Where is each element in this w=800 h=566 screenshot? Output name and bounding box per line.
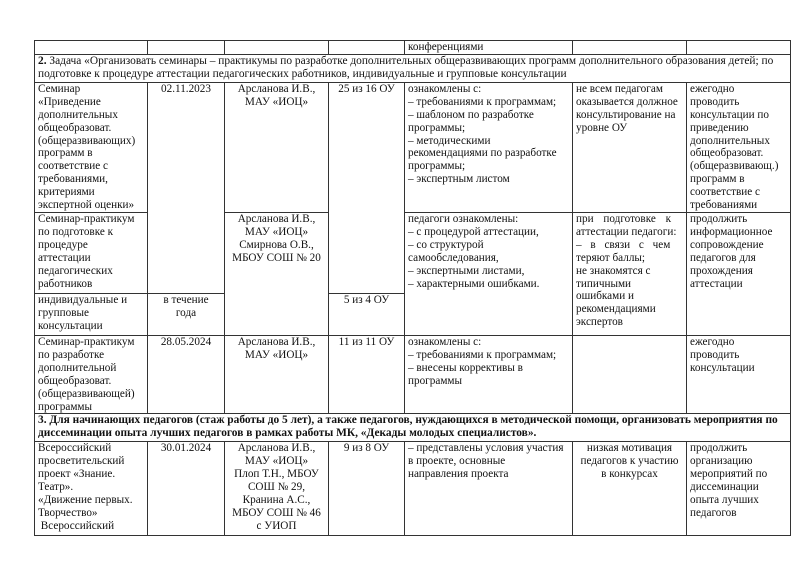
text-line: педагогов [690, 506, 737, 519]
text-line: 3. Для начинающих педагогов (стаж работы до 5 лет), а также педагогов, нуждающихся в методической помощи, организовать мероприятия по диссеминации опыта лучших педагогов в рамках работы МК, «Декады молодых специалистов». [38, 414, 778, 440]
cell-empty [35, 41, 148, 55]
text-line: просветительский [38, 455, 125, 468]
text-line: индивидуальные и [38, 293, 128, 306]
cell-date [148, 442, 225, 536]
text-line: Семинар-практикум [38, 212, 135, 225]
text-line: Кранина А.С., [242, 494, 311, 507]
activity-report-table [34, 40, 791, 536]
text-line: Задача «Организовать семинары – практикумы по разработке дополнительных общеразвивающих программ дополнительного образования детей; по подготовке к процедуре аттестации педагогических работников, индивидуальные и групповые консультации [38, 54, 774, 80]
text-line: дополнительной [38, 361, 117, 374]
text-line: по разработке [38, 348, 105, 361]
text-line: программы [38, 400, 92, 413]
text-line: работников [38, 277, 93, 290]
cell-results [405, 41, 573, 55]
text-line: опыта лучших [690, 494, 759, 507]
text-line: программ в [690, 173, 745, 186]
text-line: МБОУ СОШ № 46 [232, 506, 321, 519]
text-line: 5 из 4 ОУ [343, 293, 390, 306]
table-row [35, 442, 791, 536]
text-line: критериями [38, 186, 95, 199]
text-line: прохождения [690, 264, 753, 277]
text-line: в конкурсах [601, 468, 658, 481]
cell-problems [573, 82, 687, 212]
text-line: (общеразвивающей) [38, 387, 135, 400]
text-line: Семинар [38, 82, 81, 95]
text-line: рекомендациями по разработке [408, 147, 557, 160]
cell-event [35, 293, 148, 335]
text-line: не всем педагогам [576, 82, 663, 95]
cell-empty [687, 41, 791, 55]
text-line: Арсланова И.В., [237, 212, 316, 225]
text-line: МАУ «ИОЦ» [244, 455, 309, 468]
cell-empty [225, 41, 329, 55]
text-line: консультации [38, 319, 103, 332]
cell-actions [687, 82, 791, 212]
table-row [35, 82, 791, 212]
text-line: требованиями, [38, 173, 108, 186]
text-line: – экспертными листами, [408, 264, 525, 277]
text-line: Всероссийский [38, 442, 112, 455]
text-line: педагогических [38, 264, 113, 277]
text-line: организацию [690, 455, 753, 468]
text-line: конференциями [408, 41, 484, 53]
text-line: 9 из 8 ОУ [343, 442, 390, 455]
text-line: – характерными ошибками. [408, 277, 540, 290]
cell-results [405, 82, 573, 212]
text-line: (общеразвивающих) [38, 134, 136, 147]
cell-problems [573, 335, 687, 413]
text-line: Семинар-практикум [38, 335, 135, 348]
text-line: – методическими [408, 134, 491, 147]
text-line: 11 из 11 ОУ [338, 335, 395, 348]
text-line: «Приведение [38, 95, 101, 108]
text-line: СОШ № 29, [247, 481, 306, 494]
text-line: общеобразоват. [690, 147, 764, 160]
text-line: диссеминации [690, 481, 759, 494]
text-line: программы [408, 374, 462, 387]
cell-empty [148, 41, 225, 55]
cell-event [35, 82, 148, 212]
text-line: – требованиями к программам; [408, 348, 557, 361]
text-line: «Движение первых. [38, 494, 133, 507]
text-line: соответствие с [690, 186, 760, 199]
cell-participants [329, 82, 405, 293]
text-line: Плоп Т.Н., МБОУ [234, 468, 319, 481]
text-line: соответствие с [38, 160, 108, 173]
text-line: рекомендациями [576, 303, 656, 316]
cell-participants [329, 293, 405, 335]
text-line: дополнительных [38, 108, 118, 121]
text-line: (общеразвивающ.) [690, 160, 779, 173]
text-line: теряют баллы; [576, 251, 646, 264]
cell-organizer [225, 212, 329, 335]
text-line: года [175, 306, 197, 319]
text-line: консультации по [690, 108, 769, 121]
text-line: мероприятий по [690, 468, 768, 481]
text-line: типичными [576, 277, 632, 290]
cell-organizer [225, 335, 329, 413]
text-line: оказывается должное [576, 95, 678, 108]
text-line: – с процедурой аттестации, [408, 225, 539, 238]
text-line: – со структурой [408, 238, 484, 251]
table-row-continuation [35, 41, 791, 55]
cell-date [148, 335, 225, 413]
table-row [35, 335, 791, 413]
text-line: групповые [38, 306, 89, 319]
text-line: в проекте, основные [408, 455, 506, 468]
cell-empty [329, 41, 405, 55]
text-line: экспертной оценки» [38, 199, 135, 212]
task-2-header [35, 54, 791, 82]
text-line: в течение [163, 293, 209, 306]
text-line: продолжить [690, 442, 748, 455]
text-line: с УИОП [256, 519, 297, 532]
cell-event [35, 442, 148, 536]
text-line: педагогов к участию [580, 455, 679, 468]
cell-date [148, 82, 225, 293]
cell-results [405, 335, 573, 413]
text-line: процедуре [38, 238, 88, 251]
cell-date [148, 293, 225, 335]
cell-problems [573, 212, 687, 335]
text-line: проект «Знание. [38, 468, 116, 481]
text-line: низкая мотивация [586, 442, 673, 455]
text-line: аттестации [690, 277, 743, 290]
text-line: ежегодно [690, 335, 735, 348]
text-line: при подготовке к [576, 212, 672, 225]
text-line: – внесены коррективы в [408, 361, 523, 374]
text-line: программы; [408, 121, 466, 134]
text-line: консультации [690, 361, 755, 374]
text-line: программ в [38, 147, 93, 160]
text-line: ознакомлены с: [408, 335, 482, 348]
cell-actions [687, 442, 791, 536]
task-3-header [35, 414, 791, 442]
text-line: требованиями [690, 199, 758, 212]
text-line: Творчество» [38, 506, 98, 519]
text-line: 28.05.2024 [160, 335, 212, 348]
text-line: Всероссийский [38, 519, 115, 532]
cell-participants [329, 335, 405, 413]
text-line: – шаблоном по разработке [408, 108, 534, 121]
text-line: аттестации [38, 251, 91, 264]
text-line: Смирнова О.В., [239, 238, 314, 251]
text-line: самообследования, [408, 251, 499, 264]
text-line: 30.01.2024 [160, 442, 212, 455]
text-line: – представлены условия участия [408, 442, 564, 455]
text-line: ежегодно [690, 82, 735, 95]
text-line: ошибками и [576, 290, 634, 303]
text-line: информационное [690, 225, 773, 238]
text-line: 25 из 16 ОУ [338, 82, 395, 95]
text-line: педагогов для [690, 251, 756, 264]
text-line: не знакомятся с [576, 264, 651, 277]
cell-problems [573, 442, 687, 536]
text-line: программы; [408, 160, 466, 173]
text-line: МАУ «ИОЦ» [244, 95, 309, 108]
text-line: продолжить [690, 212, 748, 225]
text-line: консультирование на [576, 108, 676, 121]
cell-empty [573, 41, 687, 55]
cell-actions [687, 212, 791, 335]
text-line: сопровождение [690, 238, 764, 251]
task-header-row [35, 414, 791, 442]
text-line: 2. [38, 54, 47, 67]
text-line: общеобразоват. [38, 374, 112, 387]
text-line: 02.11.2023 [161, 82, 211, 95]
text-line: Арсланова И.В., [237, 442, 316, 455]
cell-results [405, 212, 573, 335]
text-line: Арсланова И.В., [237, 82, 316, 95]
text-line: – экспертным листом [408, 173, 510, 186]
text-line: МАУ «ИОЦ» [244, 348, 309, 361]
cell-organizer [225, 82, 329, 212]
text-line: ознакомлены с: [408, 82, 482, 95]
task-header-row [35, 54, 791, 82]
text-line: по подготовке к [38, 225, 114, 238]
text-line: дополнительных [690, 134, 770, 147]
cell-actions [687, 335, 791, 413]
cell-participants [329, 442, 405, 536]
text-line: экспертов [576, 316, 623, 329]
cell-event [35, 212, 148, 293]
text-line: Арсланова И.В., [237, 335, 316, 348]
text-line: – в связи с чем [576, 238, 671, 251]
text-line: направления проекта [408, 468, 509, 481]
text-line: проводить [690, 95, 740, 108]
cell-organizer [225, 442, 329, 536]
cell-results [405, 442, 573, 536]
text-line: – требованиями к программам; [408, 95, 557, 108]
text-line: аттестации педагоги: [576, 225, 677, 238]
text-line: общеобразоват. [38, 121, 112, 134]
text-line: МБОУ СОШ № 20 [232, 251, 321, 264]
text-line: Театр». [38, 481, 74, 494]
text-line: педагоги ознакомлены: [408, 212, 519, 225]
text-line: уровне ОУ [576, 121, 628, 134]
text-line: приведению [690, 121, 749, 134]
cell-event [35, 335, 148, 413]
text-line: проводить [690, 348, 740, 361]
text-line: МАУ «ИОЦ» [244, 225, 309, 238]
